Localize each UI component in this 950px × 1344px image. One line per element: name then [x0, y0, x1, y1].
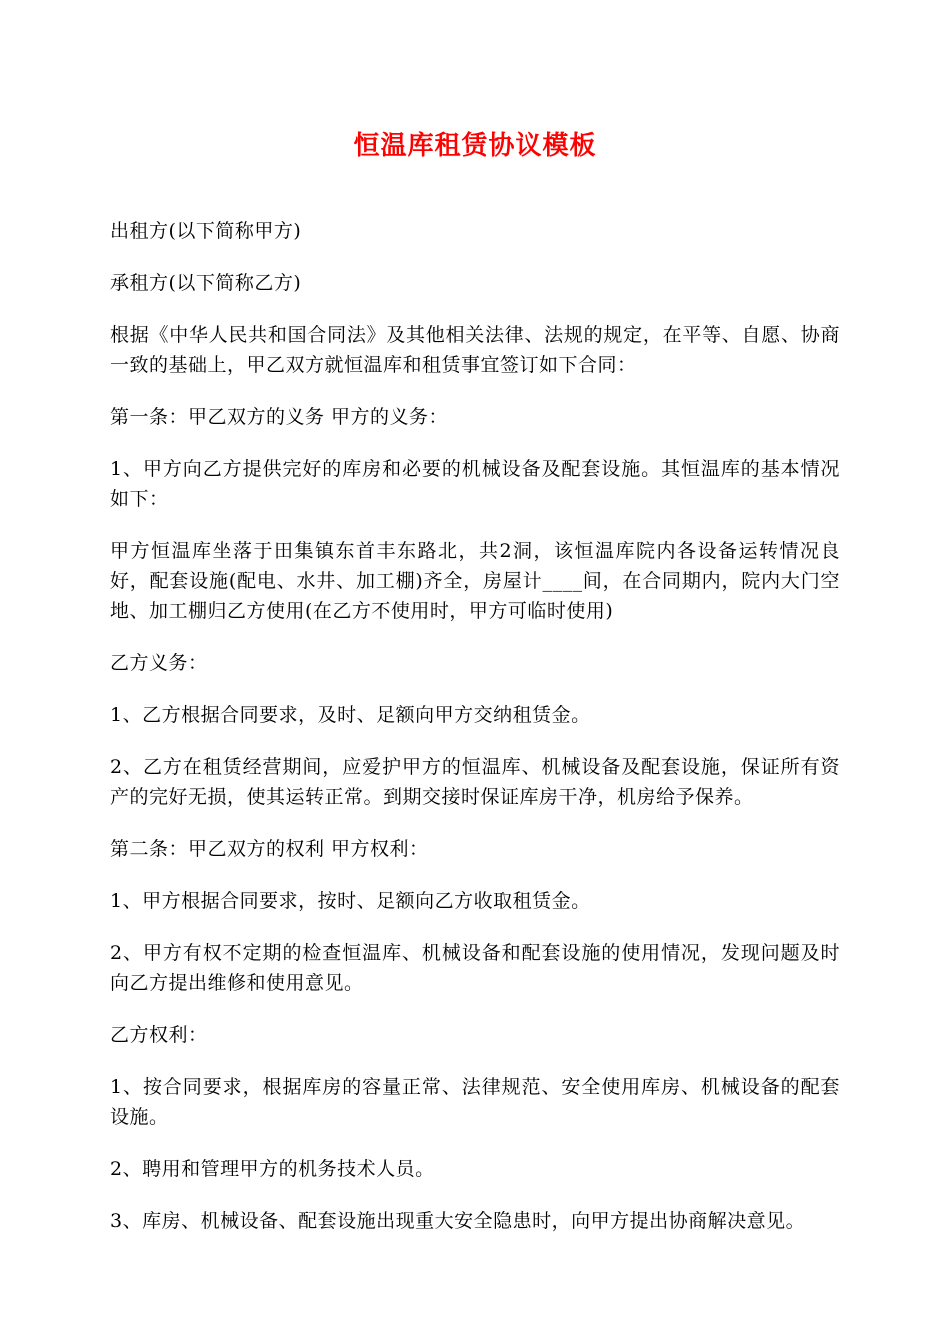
paragraph-preamble: 根据《中华人民共和国合同法》及其他相关法律、法规的规定，在平等、自愿、协商一致的基础上，甲乙双方就恒温库和租赁事宜签订如下合同： [110, 324, 840, 376]
paragraph-party-a-right-2: 2、甲方有权不定期的检查恒温库、机械设备和配套设施的使用情况，发现问题及时向乙方提出维修和使用意见。 [110, 942, 840, 994]
paragraph-warehouse-details: 甲方恒温库坐落于田集镇东首丰东路北，共2洞，该恒温库院内各设备运转情况良好，配套设施(配电、水井、加工棚)齐全，房屋计____间，在合同期内，院内大门空地、加工棚归乙方使用(在乙方不使用时，甲方可临时使用) [110, 540, 840, 622]
paragraph-lessor: 出租方(以下简称甲方) [110, 220, 302, 242]
paragraph-article-1-heading: 第一条：甲乙双方的义务 甲方的义务： [110, 406, 449, 428]
paragraph-party-b-right-3: 3、库房、机械设备、配套设施出现重大安全隐患时，向甲方提出协商解决意见。 [110, 1210, 806, 1232]
paragraph-article-2-heading: 第二条：甲乙双方的权利 甲方权利： [110, 838, 429, 860]
paragraph-party-b-right-heading: 乙方权利： [110, 1024, 208, 1046]
paragraph-lessee: 承租方(以下简称乙方) [110, 272, 302, 294]
paragraph-party-b-duty-heading: 乙方义务： [110, 652, 208, 674]
document-title: 恒温库租赁协议模板 [353, 131, 597, 161]
paragraph-party-b-right-2: 2、聘用和管理甲方的机务技术人员。 [110, 1158, 435, 1180]
document-body [110, 216, 840, 1258]
paragraph-party-b-duty-1: 1、乙方根据合同要求，及时、足额向甲方交纳租赁金。 [110, 704, 591, 726]
paragraph-party-b-right-1: 1、按合同要求，根据库房的容量正常、法律规范、安全使用库房、机械设备的配套设施。 [110, 1076, 840, 1128]
paragraph-party-a-duty-1: 1、甲方向乙方提供完好的库房和必要的机械设备及配套设施。其恒温库的基本情况如下： [110, 458, 840, 510]
paragraph-party-a-right-1: 1、甲方根据合同要求，按时、足额向乙方收取租赁金。 [110, 890, 591, 912]
paragraph-party-b-duty-2: 2、乙方在租赁经营期间，应爱护甲方的恒温库、机械设备及配套设施，保证所有资产的完好无损，使其运转正常。到期交接时保证库房干净，机房给予保养。 [110, 756, 840, 808]
